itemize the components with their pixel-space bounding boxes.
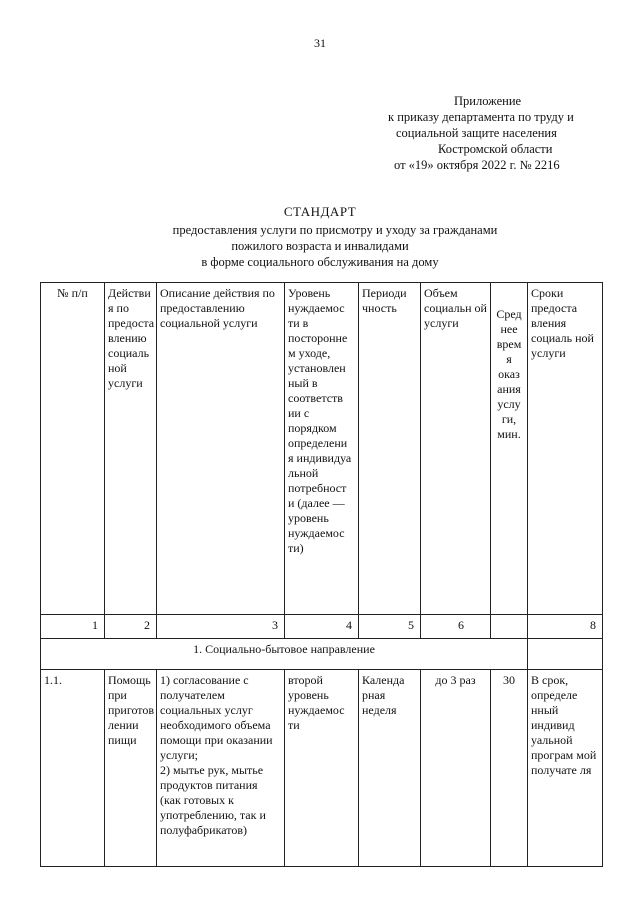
- header-num: № п/п: [41, 283, 105, 615]
- row-level: второй уровень нуждаемос ти: [285, 670, 359, 867]
- section-empty-cell: [528, 639, 603, 670]
- appendix-line: Костромской области: [438, 142, 553, 156]
- row-periodicity: Календа рная неделя: [359, 670, 421, 867]
- row-avg-time: 30: [491, 670, 528, 867]
- appendix-line: к приказу департамента по труду и: [388, 110, 574, 124]
- appendix-line: от «19» октября 2022 г. № 2216: [394, 158, 560, 172]
- column-number: 4: [285, 615, 359, 639]
- column-number: [491, 615, 528, 639]
- page-number: 31: [314, 36, 326, 50]
- document-title: [0, 204, 640, 270]
- table-header-row: [41, 283, 603, 615]
- appendix-line: социальной защите населения: [396, 126, 557, 140]
- appendix-line: Приложение: [454, 94, 522, 108]
- row-num: 1.1.: [41, 670, 105, 867]
- table-row: [41, 670, 603, 867]
- column-number-row: [41, 615, 603, 639]
- column-number: 8: [528, 615, 603, 639]
- column-number: 5: [359, 615, 421, 639]
- header-avg-time: Сред нее врем я оказ ания услу ги, мин.: [491, 283, 528, 615]
- section-title: 1. Социально-бытовое направление: [41, 639, 528, 670]
- header-volume: Объем социальн ой услуги: [421, 283, 491, 615]
- column-number: 6: [421, 615, 491, 639]
- section-row: [41, 639, 603, 670]
- column-number: 1: [41, 615, 105, 639]
- header-description: Описание действия по предоставлению социальной услуги: [157, 283, 285, 615]
- title-line: пожилого возраста и инвалидами: [231, 239, 409, 253]
- title-main: СТАНДАРТ: [283, 204, 357, 219]
- appendix-block: [388, 93, 628, 173]
- title-line: предоставления услуги по присмотру и уходу за гражданами: [172, 223, 498, 237]
- standard-table: [40, 282, 603, 867]
- row-action: Помощь при приготов лении пищи: [105, 670, 157, 867]
- header-periodicity: Периоди чность: [359, 283, 421, 615]
- header-actions: Действи я по предоста влению социаль ной услуги: [105, 283, 157, 615]
- row-description: 1) согласование с получателем социальных услуг необходимого объема помощи при оказании услуги; 2) мытье рук, мытье продуктов питания (как готовых к употреблению, так и полуфабрикатов): [157, 670, 285, 867]
- row-volume: до 3 раз: [421, 670, 491, 867]
- column-number: 3: [157, 615, 285, 639]
- title-line: в форме социального обслуживания на дому: [201, 255, 439, 269]
- row-terms: В срок, определе нный индивид уальной програм мой получате ля: [528, 670, 603, 867]
- column-number: 2: [105, 615, 157, 639]
- header-terms: Сроки предоста вления социаль ной услуги: [528, 283, 603, 615]
- header-level: Уровень нуждаемос ти в посторонне м уходе, установлен ный в соответств ии с порядком определени я индивидуа льной потребност и (далее — уровень нуждаемос ти): [285, 283, 359, 615]
